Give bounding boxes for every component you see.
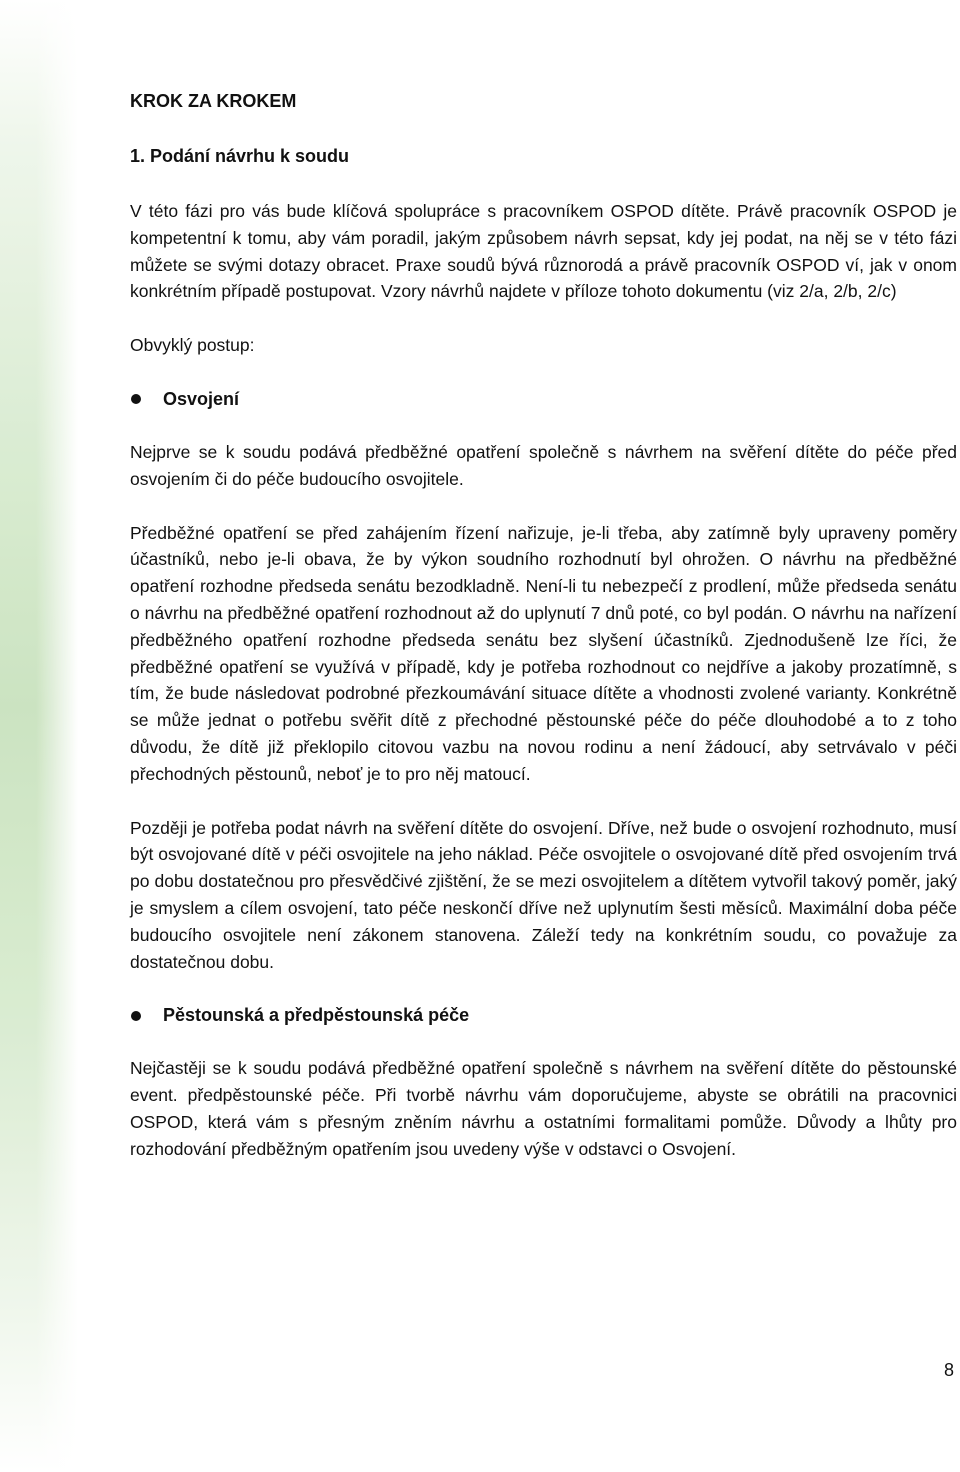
- document-kicker: KROK ZA KROKEM: [130, 91, 297, 111]
- adoption-title: Osvojení: [163, 388, 240, 409]
- bullet-icon: [131, 394, 141, 404]
- foster-care-bullet-heading: [130, 1002, 957, 1029]
- section-heading: 1. Podání návrhu k soudu: [130, 146, 350, 166]
- adoption-section: [130, 386, 957, 975]
- usual-procedure-label: Obvyklý postup:: [130, 335, 255, 356]
- bullet-icon: [131, 1011, 141, 1021]
- intro-paragraph: V této fázi pro vás bude klíčová spolupráce s pracovníkem OSPOD dítěte. Právě pracovník OSPOD je kompetentní k tomu, aby vám poradil, jakým způsobem návrh sepsat, kdy jej podat, na něj se v této fázi můžete se svými dotazy obracet. Praxe soudů bývá různorodá a právě pracovník OSPOD ví, jak v onom konkrétním případě postupovat. Vzory návrhů najdete v příloze tohoto dokumentu (viz 2/a, 2/b, 2/c): [130, 201, 957, 302]
- adoption-paragraph-1: Nejprve se k soudu podává předběžné opatření společně s návrhem na svěření dítěte do péče před osvojením či do péče budoucího osvojitele.: [130, 441, 957, 489]
- foster-care-paragraph: Nejčastěji se k soudu podává předběžné opatření společně s návrhem na svěření dítěte do pěstounské event. předpěstounské péče. Při tvorbě návrhu vám doporučujeme, abyste se obrátili na pracovnici OSPOD, která vám s přesným zněním návrhu a ostatními formalitami pomůže. Důvody a lhůty pro rozhodování předběžným opatřením jsou uvedeny výše v odstavci o Osvojení.: [130, 1058, 957, 1159]
- adoption-paragraph-3: Později je potřeba podat návrh na svěření dítěte do osvojení. Dříve, než bude o osvojení rozhodnuto, musí být osvojované dítě v péči osvojitele na jeho náklad. Péče osvojitele o osvojované dítě před osvojením trvá po dobu dostatečnou pro přesvědčivé zjištění, že se mezi osvojitelem a dítětem vytvořil takový poměr, jaký je smyslem a cílem osvojení, tato péče neskončí dříve než uplynutím šesti měsíců. Maximální doba péče budoucího osvojitele není zákonem stanovena. Záleží tedy na konkrétním soudu, co považuje za dostatečnou dobu.: [130, 817, 957, 972]
- foster-care-title: Pěstounská a předpěstounská péče: [163, 1005, 470, 1026]
- foster-care-section: [130, 1002, 957, 1162]
- adoption-paragraph-2: Předběžné opatření se před zahájením řízení nařizuje, je-li třeba, aby zatímně byly upraveny poměry účastníků, nebo je-li obava, že by výkon soudního rozhodnutí byl ohrožen. O návrhu na předběžné opatření rozhodne předseda senátu bezodkladně. Není-li tu nebezpečí z prodlení, může předseda senátu o návrhu na předběžné opatření rozhodnout až do uplynutí 7 dnů poté, co byl podán. O návrhu na nařízení předběžného opatření rozhodne předseda senátu bez slyšení účastníků. Zjednodušeně lze říci, že předběžné opatření se využívá v případě, kdy je potřeba rozhodnout co nejdříve a jakoby prozatímně, s tím, že bude následovat podrobné přezkoumávání situace dítěte a vhodnosti zvolené varianty. Konkrétně se může jednat o potřebu svěřit dítě z přechodné pěstounské péče do péče dlouhodobé a to z toho důvodu, že dítě již překlopilo citovou vazbu na novou rodinu a není žádoucí, aby setrvávalo v péči přechodných pěstounů, neboť je to pro něj matoucí.: [130, 522, 957, 784]
- document-page: [130, 88, 957, 1190]
- page-number: 8: [943, 1360, 954, 1380]
- adoption-bullet-heading: [130, 386, 957, 413]
- page-green-edge: [0, 0, 78, 1472]
